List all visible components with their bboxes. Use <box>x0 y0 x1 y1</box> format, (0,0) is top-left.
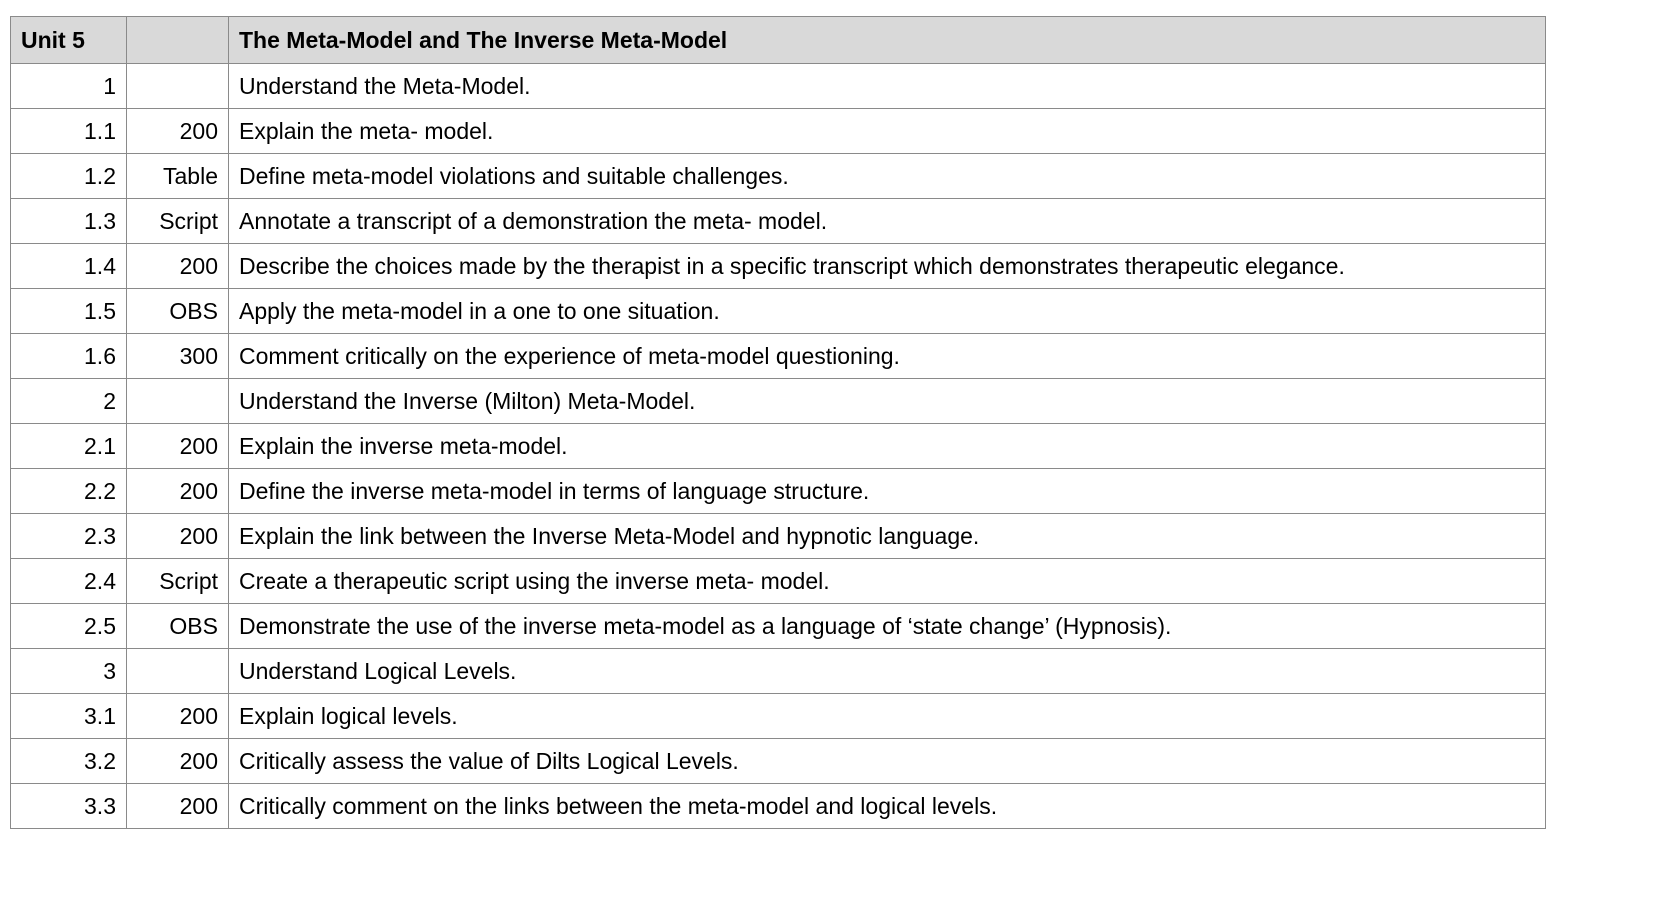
table-row <box>11 109 1546 154</box>
row-description: Understand Logical Levels. <box>229 649 1546 694</box>
row-assessment-code: 200 <box>127 694 229 739</box>
table-header <box>11 17 1546 64</box>
header-code <box>127 17 229 64</box>
row-assessment-code: 200 <box>127 469 229 514</box>
row-number: 1.4 <box>11 244 127 289</box>
row-number: 2 <box>11 379 127 424</box>
row-description: Annotate a transcript of a demonstration the meta- model. <box>229 199 1546 244</box>
row-number: 3.3 <box>11 784 127 829</box>
table-row <box>11 604 1546 649</box>
row-description: Critically comment on the links between the meta-model and logical levels. <box>229 784 1546 829</box>
row-description: Explain the inverse meta-model. <box>229 424 1546 469</box>
row-description: Define meta-model violations and suitable challenges. <box>229 154 1546 199</box>
row-number: 2.4 <box>11 559 127 604</box>
row-description: Understand the Meta-Model. <box>229 64 1546 109</box>
row-number: 1.5 <box>11 289 127 334</box>
table-row <box>11 334 1546 379</box>
row-assessment-code: 200 <box>127 739 229 784</box>
table-row <box>11 424 1546 469</box>
table-row <box>11 649 1546 694</box>
table-row <box>11 514 1546 559</box>
header-row <box>11 17 1546 64</box>
row-number: 1 <box>11 64 127 109</box>
row-assessment-code: Script <box>127 199 229 244</box>
row-assessment-code: OBS <box>127 604 229 649</box>
row-number: 1.3 <box>11 199 127 244</box>
row-description: Understand the Inverse (Milton) Meta-Model. <box>229 379 1546 424</box>
header-unit: Unit 5 <box>11 17 127 64</box>
unit-table <box>10 16 1546 829</box>
row-assessment-code: OBS <box>127 289 229 334</box>
row-assessment-code: 200 <box>127 514 229 559</box>
row-description: Explain logical levels. <box>229 694 1546 739</box>
table-row <box>11 379 1546 424</box>
row-assessment-code: 200 <box>127 784 229 829</box>
row-number: 1.6 <box>11 334 127 379</box>
row-description: Apply the meta-model in a one to one situation. <box>229 289 1546 334</box>
row-assessment-code: 200 <box>127 424 229 469</box>
header-title: The Meta-Model and The Inverse Meta-Model <box>229 17 1546 64</box>
row-description: Create a therapeutic script using the inverse meta- model. <box>229 559 1546 604</box>
table-body <box>11 64 1546 829</box>
row-description: Explain the meta- model. <box>229 109 1546 154</box>
table-row <box>11 289 1546 334</box>
row-assessment-code: 300 <box>127 334 229 379</box>
row-number: 2.3 <box>11 514 127 559</box>
row-number: 2.5 <box>11 604 127 649</box>
table-row <box>11 199 1546 244</box>
row-number: 3 <box>11 649 127 694</box>
table-row <box>11 694 1546 739</box>
table-row <box>11 559 1546 604</box>
row-number: 1.2 <box>11 154 127 199</box>
row-number: 2.1 <box>11 424 127 469</box>
row-description: Define the inverse meta-model in terms of language structure. <box>229 469 1546 514</box>
row-assessment-code: Table <box>127 154 229 199</box>
table-row <box>11 784 1546 829</box>
row-number: 3.2 <box>11 739 127 784</box>
table-row <box>11 64 1546 109</box>
row-description: Demonstrate the use of the inverse meta-model as a language of ‘state change’ (Hypnosis). <box>229 604 1546 649</box>
row-description: Comment critically on the experience of meta-model questioning. <box>229 334 1546 379</box>
row-number: 3.1 <box>11 694 127 739</box>
row-description: Describe the choices made by the therapist in a specific transcript which demonstrates therapeutic elegance. <box>229 244 1546 289</box>
table-row <box>11 739 1546 784</box>
row-assessment-code <box>127 379 229 424</box>
row-description: Explain the link between the Inverse Meta-Model and hypnotic language. <box>229 514 1546 559</box>
table-row <box>11 154 1546 199</box>
row-assessment-code: Script <box>127 559 229 604</box>
table-row <box>11 469 1546 514</box>
row-assessment-code: 200 <box>127 109 229 154</box>
row-description: Critically assess the value of Dilts Logical Levels. <box>229 739 1546 784</box>
table-row <box>11 244 1546 289</box>
row-number: 1.1 <box>11 109 127 154</box>
row-assessment-code: 200 <box>127 244 229 289</box>
row-number: 2.2 <box>11 469 127 514</box>
row-assessment-code <box>127 64 229 109</box>
row-assessment-code <box>127 649 229 694</box>
